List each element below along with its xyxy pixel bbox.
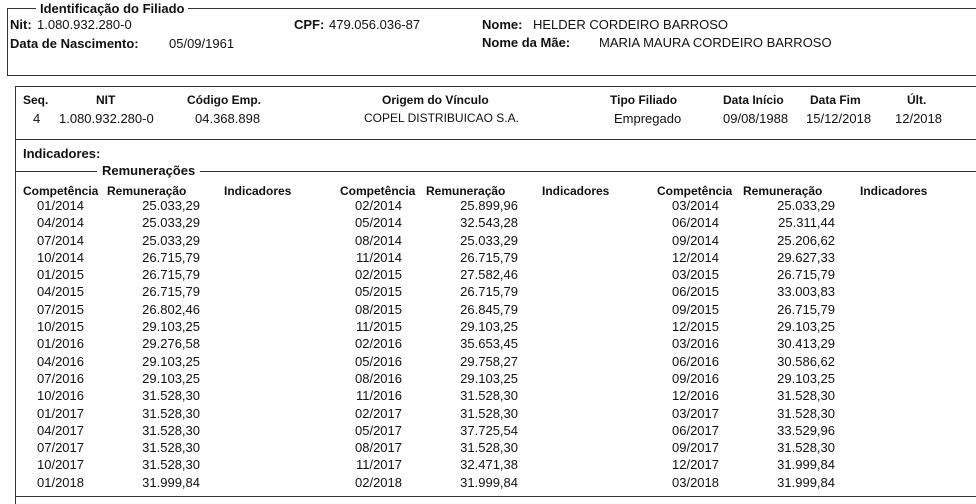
remuneracao-row [342,267,518,284]
remuneracao-row [24,440,200,457]
remuneracao-row [24,301,200,319]
remuneracao-row [659,440,835,457]
nit-value: 1.080.932.280-0 [37,17,132,32]
header-codigo: Código Emp. [187,93,261,107]
cpf-label: CPF: [294,17,325,32]
remuneracao-value: 25.311,44 [778,215,835,231]
remuneracoes-column-1 [24,198,200,492]
remuneracao-value: 33.003,83 [777,284,835,300]
competencia-value: 05/2016 [355,353,402,369]
competencia-value: 01/2014 [37,198,84,213]
remuneracao-row [342,336,518,353]
filiado-section-title: Identificação do Filiado [36,1,188,16]
competencia-value: 01/2018 [37,474,84,490]
competencia-value: 12/2015 [672,319,719,335]
row-tipo: Empregado [614,111,682,126]
remuneracao-row [659,319,835,336]
header-remuneracao: Remuneração [426,184,506,198]
remuneracao-row [24,370,200,388]
remuneracao-value: 26.715,79 [777,267,835,283]
remuneracao-row [659,215,835,232]
competencia-value: 05/2014 [355,215,402,231]
remuneracao-value: 26.715,79 [142,267,200,283]
remuneracao-value: 31.528,30 [777,405,835,421]
row-seq: 4 [33,111,41,126]
remuneracao-row [342,284,518,301]
cpf-value: 479.056.036-87 [329,17,421,32]
remuneracao-value: 25.033,29 [142,232,200,248]
remuneracao-value: 37.725,54 [460,422,518,438]
remuneracao-row [659,198,835,215]
remuneracao-value: 31.528,30 [460,405,518,421]
header-ult: Últ. [907,93,927,107]
competencia-value: 06/2015 [672,284,719,300]
remuneracao-value: 31.528,30 [142,405,200,421]
remuneracao-row [24,353,200,371]
remuneracao-row [342,319,518,336]
remuneracao-value: 29.103,25 [142,319,200,335]
competencia-value: 04/2017 [37,422,84,438]
remuneracao-row [24,319,200,336]
remuneracao-row [342,457,518,474]
remuneracao-row [342,405,518,423]
remuneracao-value: 31.999,84 [460,474,518,490]
competencia-value: 06/2017 [672,422,719,438]
competencia-value: 09/2015 [672,301,719,317]
remuneracao-row [659,232,835,250]
remuneracao-value: 30.413,29 [777,336,835,352]
competencia-value: 10/2014 [37,249,84,265]
remuneracao-row [659,336,835,353]
competencia-value: 11/2014 [355,249,402,265]
remuneracao-value: 29.627,33 [777,249,835,265]
competencia-value: 07/2014 [37,232,84,248]
remuneracao-value: 29.103,25 [460,370,518,386]
remuneracao-value: 25.033,29 [460,232,518,248]
row-ult: 12/2018 [895,111,942,126]
remuneracao-value: 31.528,30 [777,388,835,404]
remuneracao-row [659,370,835,388]
competencia-value: 01/2017 [37,405,84,421]
competencia-value: 03/2014 [672,198,719,213]
remuneracao-value: 35.653,45 [460,336,518,352]
remuneracao-value: 25.033,29 [142,198,200,213]
remuneracao-row [24,474,200,492]
remuneracao-row [24,336,200,353]
remuneracao-row [659,267,835,284]
competencia-value: 12/2017 [672,457,719,473]
competencia-value: 02/2016 [355,336,402,352]
header-tipo: Tipo Filiado [610,93,678,107]
competencia-value: 02/2015 [355,267,402,283]
remuneracao-value: 27.582,46 [460,267,518,283]
remuneracao-row [659,388,835,405]
remuneracao-value: 26.715,79 [142,249,200,265]
remuneracao-value: 25.033,29 [777,198,835,213]
remuneracao-row [342,440,518,457]
remuneracao-row [24,422,200,440]
row-fim: 15/12/2018 [806,111,872,126]
remuneracao-value: 31.528,30 [142,422,200,438]
competencia-value: 01/2016 [37,336,84,352]
mae-label: Nome da Mãe: [482,35,571,50]
remuneracao-row [24,232,200,250]
header-remuneracao: Remuneração [743,184,823,198]
remuneracao-row [342,232,518,250]
header-origem: Origem do Vínculo [382,93,489,107]
remuneracao-value: 26.845,79 [460,301,518,317]
competencia-value: 06/2016 [672,353,719,369]
remuneracao-row [342,249,518,267]
header-competencia: Competência [657,184,733,198]
competencia-value: 07/2017 [37,440,84,456]
competencia-value: 08/2017 [355,440,402,456]
indicadores-label: Indicadores: [23,146,101,161]
competencia-value: 11/2016 [355,388,402,404]
remuneracao-value: 25.033,29 [142,215,200,231]
header-inicio: Data Início [723,93,784,107]
header-competencia: Competência [340,184,416,198]
remuneracao-value: 29.103,25 [142,353,200,369]
nascimento-label: Data de Nascimento: [10,36,139,51]
remuneracao-value: 26.715,79 [460,284,518,300]
remuneracao-value: 31.999,84 [142,474,200,490]
header-nit: NIT [96,93,116,107]
remuneracao-row [342,301,518,319]
header-seq: Seq. [23,93,49,107]
row-origem: COPEL DISTRIBUICAO S.A. [364,111,519,125]
remuneracao-row [24,284,200,301]
competencia-value: 03/2016 [672,336,719,352]
remuneracao-value: 33.529,96 [777,422,835,438]
remuneracao-row [659,301,835,319]
remuneracao-row [659,457,835,474]
remuneracao-row [659,284,835,301]
competencia-value: 12/2014 [672,249,719,265]
remuneracao-row [24,198,200,215]
remuneracoes-column-2 [342,198,518,492]
remuneracao-row [342,474,518,492]
header-remuneracao: Remuneração [107,184,187,198]
remuneracao-value: 31.528,30 [460,440,518,456]
competencia-value: 04/2014 [37,215,84,231]
remuneracao-row [342,370,518,388]
competencia-value: 08/2015 [355,301,402,317]
header-indicadores: Indicadores [224,184,292,198]
remuneracao-value: 31.999,84 [777,457,835,473]
competencia-value: 03/2017 [672,405,719,421]
remuneracao-row [24,457,200,474]
remuneracao-row [24,267,200,284]
divider [15,139,976,140]
competencia-value: 12/2016 [672,388,719,404]
nit-label: Nit: [10,17,32,32]
remuneracao-value: 29.103,25 [460,319,518,335]
remuneracao-value: 31.999,84 [777,474,835,490]
competencia-value: 06/2014 [672,215,719,231]
competencia-value: 01/2015 [37,267,84,283]
competencia-value: 05/2017 [355,422,402,438]
remuneracao-row [659,353,835,371]
remuneracao-row [342,388,518,405]
remuneracao-value: 29.103,25 [777,319,835,335]
nascimento-value: 05/09/1961 [169,36,235,51]
remuneracao-value: 32.471,38 [460,457,518,473]
competencia-value: 07/2016 [37,370,84,386]
competencia-value: 07/2015 [37,301,84,317]
remuneracao-value: 31.528,30 [777,440,835,456]
nome-value: HELDER CORDEIRO BARROSO [533,17,729,32]
remuneracoes-title: Remunerações [97,163,200,178]
competencia-value: 10/2017 [37,457,84,473]
header-indicadores: Indicadores [860,184,928,198]
remuneracao-row [24,405,200,423]
competencia-value: 04/2016 [37,353,84,369]
remuneracao-row [24,388,200,405]
header-competencia: Competência [23,184,99,198]
competencia-value: 02/2018 [355,474,402,490]
remuneracao-row [342,353,518,371]
remuneracao-value: 26.802,46 [142,301,200,317]
competencia-value: 11/2017 [355,457,402,473]
divider [15,496,976,497]
competencia-value: 03/2015 [672,267,719,283]
remuneracao-value: 31.528,30 [142,388,200,404]
competencia-value: 02/2014 [355,198,402,213]
competencia-value: 09/2017 [672,440,719,456]
remuneracao-value: 29.103,25 [142,370,200,386]
competencia-value: 05/2015 [355,284,402,300]
header-indicadores: Indicadores [542,184,610,198]
remuneracao-value: 31.528,30 [142,440,200,456]
remuneracao-value: 25.206,62 [777,232,835,248]
competencia-value: 10/2015 [37,319,84,335]
competencia-value: 02/2017 [355,405,402,421]
remuneracao-row [24,215,200,232]
remuneracao-row [342,422,518,440]
competencia-value: 08/2014 [355,232,402,248]
header-fim: Data Fim [810,93,861,107]
remuneracao-value: 31.528,30 [142,457,200,473]
remuneracao-value: 31.528,30 [460,388,518,404]
competencia-value: 08/2016 [355,370,402,386]
remuneracoes-column-3 [659,198,835,492]
remuneracao-value: 29.276,58 [142,336,200,352]
mae-value: MARIA MAURA CORDEIRO BARROSO [599,35,832,50]
row-nit: 1.080.932.280-0 [59,111,154,126]
remuneracao-value: 29.103,25 [777,370,835,386]
remuneracao-value: 25.899,96 [460,198,518,213]
nome-label: Nome: [482,17,523,32]
remuneracao-row [342,198,518,215]
competencia-value: 11/2015 [355,319,402,335]
remuneracao-value: 32.543,28 [460,215,518,231]
competencia-value: 10/2016 [37,388,84,404]
remuneracao-value: 29.758,27 [460,353,518,369]
competencia-value: 09/2016 [672,370,719,386]
remuneracao-row [342,215,518,232]
remuneracao-row [659,405,835,423]
remuneracao-value: 26.715,79 [777,301,835,317]
remuneracao-row [659,249,835,267]
competencia-value: 03/2018 [672,474,719,490]
remuneracao-value: 26.715,79 [142,284,200,300]
competencia-value: 09/2014 [672,232,719,248]
row-inicio: 09/08/1988 [723,111,789,126]
remuneracao-row [659,422,835,440]
row-codigo: 04.368.898 [195,111,261,126]
remuneracao-row [24,249,200,267]
competencia-value: 04/2015 [37,284,84,300]
remuneracao-value: 26.715,79 [460,249,518,265]
remuneracao-value: 30.586,62 [777,353,835,369]
remuneracao-row [659,474,835,492]
